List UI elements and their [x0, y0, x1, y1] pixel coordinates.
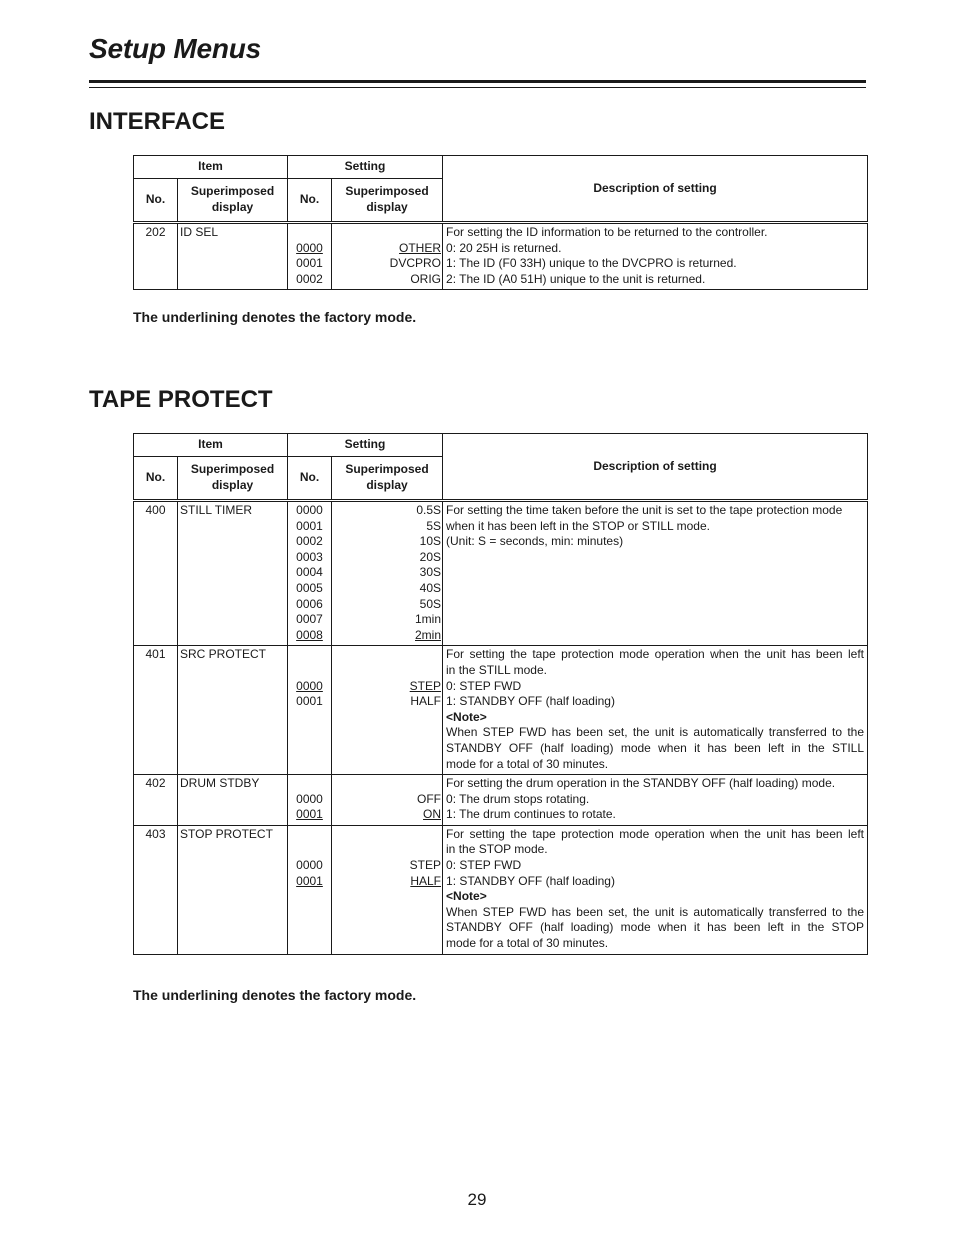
- setting-values: [332, 223, 443, 290]
- item-number: 400: [134, 501, 178, 646]
- interface-table: [133, 155, 868, 290]
- description-line: 0: The drum stops rotating.: [446, 791, 590, 806]
- description-line: For setting the drum operation in the STANDBY OFF (half loading) mode.: [446, 776, 836, 791]
- item-number: 403: [134, 825, 178, 954]
- item-number: 202: [134, 223, 178, 290]
- tape-protect-footnote: The underlining denotes the factory mode.: [133, 987, 417, 1003]
- setting-value: 20S: [419, 549, 442, 564]
- description-line: For setting the ID information to be returned to the controller.: [446, 225, 768, 239]
- description-line: 0: STEP FWD: [446, 858, 522, 873]
- setting-value: 0.5S: [416, 503, 442, 517]
- setting-values: [332, 501, 443, 646]
- header-item-display: Superimposed display: [178, 457, 288, 501]
- header-item-no: No.: [134, 179, 178, 223]
- description-line: When STEP FWD has been set, the unit is automatically transferred to the: [446, 904, 865, 919]
- setting-values: [332, 775, 443, 826]
- setting-code: [288, 647, 331, 663]
- description-line: 1: STANDBY OFF (half loading): [446, 694, 615, 709]
- setting-code: [288, 663, 331, 679]
- section-title-tape-protect: TAPE PROTECT: [89, 386, 273, 413]
- table-row: [134, 646, 868, 775]
- setting-code: 0003: [296, 549, 323, 564]
- setting-code: 0004: [296, 565, 323, 580]
- setting-value: 5S: [426, 518, 442, 533]
- item-number: 402: [134, 775, 178, 826]
- description-line: (Unit: S = seconds, min: minutes): [446, 534, 624, 549]
- header-item-no: No.: [134, 457, 178, 501]
- setting-values: [332, 646, 443, 775]
- setting-code: 0000: [296, 791, 323, 806]
- section-title-interface: INTERFACE: [89, 108, 226, 135]
- description-line: 1: The drum continues to rotate.: [446, 807, 616, 822]
- header-setting: Setting: [288, 434, 443, 457]
- setting-value: [332, 842, 441, 858]
- setting-code: [288, 842, 331, 858]
- item-display-name: STOP PROTECT: [178, 825, 288, 954]
- header-description: Description of setting: [443, 156, 868, 223]
- setting-value: 1min: [415, 612, 442, 627]
- header-setting-no: No.: [288, 457, 332, 501]
- setting-code: 0000: [296, 240, 323, 255]
- setting-values: [332, 825, 443, 954]
- note-label: <Note>: [446, 889, 487, 904]
- setting-codes: [288, 825, 332, 954]
- description-line: 0: 20 25H is returned.: [446, 240, 562, 255]
- header-setting-no: No.: [288, 179, 332, 223]
- setting-code: 0000: [296, 678, 323, 693]
- title-rule-thin: [89, 87, 866, 88]
- item-number: 401: [134, 646, 178, 775]
- page-title: Setup Menus: [89, 33, 262, 64]
- description-line: 1: The ID (F0 33H) unique to the DVCPRO is returned.: [446, 256, 737, 271]
- setting-value: 2min: [415, 627, 442, 642]
- setting-code: 0001: [296, 807, 323, 822]
- description-line: in the STILL mode.: [446, 662, 547, 677]
- header-item: Item: [134, 434, 288, 457]
- title-rule-thick: [89, 80, 866, 83]
- setting-description: [443, 775, 868, 826]
- setting-value: STEP: [409, 678, 442, 693]
- setting-code: 0008: [296, 627, 323, 642]
- setting-value: 40S: [419, 580, 442, 595]
- setting-codes: [288, 501, 332, 646]
- description-line: 2: The ID (A0 51H) unique to the unit is returned.: [446, 271, 706, 286]
- header-description: Description of setting: [443, 434, 868, 501]
- header-setting-display: Superimposed display: [332, 179, 443, 223]
- setting-code: 0007: [296, 612, 323, 627]
- setting-code: 0006: [296, 596, 323, 611]
- setting-code: [288, 827, 331, 843]
- description-line: 0: STEP FWD: [446, 678, 522, 693]
- setting-value: OTHER: [399, 240, 442, 255]
- setting-value: 10S: [419, 534, 442, 549]
- setting-code: [288, 225, 331, 241]
- setting-value: HALF: [410, 694, 442, 709]
- setting-value: 30S: [419, 565, 442, 580]
- interface-footnote: The underlining denotes the factory mode.: [133, 309, 417, 325]
- setting-value: [332, 647, 441, 663]
- setting-value: [332, 776, 441, 792]
- setting-code: 0001: [296, 873, 323, 888]
- description-line: For setting the tape protection mode operation when the unit has been left: [446, 826, 865, 841]
- setting-codes: [288, 775, 332, 826]
- setting-value: [332, 663, 441, 679]
- setting-code: 0001: [296, 518, 323, 533]
- description-line: When STEP FWD has been set, the unit is automatically transferred to the: [446, 725, 865, 740]
- setting-value: 50S: [419, 596, 442, 611]
- tape-protect-rows: [134, 501, 868, 955]
- description-line: when it has been left in the STOP or STILL mode.: [446, 518, 710, 533]
- description-line: STANDBY OFF (half loading) mode when it has been left in the STOP: [446, 920, 865, 935]
- item-display-name: STILL TIMER: [178, 501, 288, 646]
- description-line: in the STOP mode.: [446, 842, 548, 857]
- table-row: [134, 775, 868, 826]
- setting-value: STEP: [409, 858, 442, 873]
- setting-code: 0000: [296, 503, 323, 517]
- item-display-name: ID SEL: [178, 223, 288, 290]
- description-line: For setting the time taken before the unit is set to the tape protection mode: [446, 503, 843, 517]
- description-line: 1: STANDBY OFF (half loading): [446, 873, 615, 888]
- interface-rows: [134, 223, 868, 290]
- note-label: <Note>: [446, 709, 487, 724]
- item-display-name: SRC PROTECT: [178, 646, 288, 775]
- setting-value: [332, 225, 441, 241]
- setting-value: [332, 827, 441, 843]
- description-line: mode for a total of 30 minutes.: [446, 936, 609, 951]
- setting-value: OFF: [417, 791, 442, 806]
- header-setting: Setting: [288, 156, 443, 179]
- setting-codes: [288, 646, 332, 775]
- header-item-display: Superimposed display: [178, 179, 288, 223]
- item-display-name: DRUM STDBY: [178, 775, 288, 826]
- setting-code: 0001: [296, 694, 323, 709]
- description-line: STANDBY OFF (half loading) mode when it has been left in the STILL: [446, 740, 865, 755]
- header-item: Item: [134, 156, 288, 179]
- setting-codes: [288, 223, 332, 290]
- setting-code: 0000: [296, 858, 323, 873]
- setting-description: [443, 646, 868, 775]
- table-row: [134, 501, 868, 646]
- setting-value: ON: [423, 807, 442, 822]
- table-row: [134, 223, 868, 290]
- setting-code: 0001: [296, 256, 323, 271]
- table-row: [134, 825, 868, 954]
- description-line: mode for a total of 30 minutes.: [446, 756, 609, 771]
- setting-code: 0002: [296, 534, 323, 549]
- description-line: For setting the tape protection mode operation when the unit has been left: [446, 647, 865, 662]
- setting-code: 0005: [296, 580, 323, 595]
- setting-value: DVCPRO: [389, 256, 442, 271]
- setting-value: HALF: [410, 873, 442, 888]
- setting-value: ORIG: [410, 271, 442, 286]
- setting-description: [443, 501, 868, 646]
- header-setting-display: Superimposed display: [332, 457, 443, 501]
- setting-description: [443, 223, 868, 290]
- page-number: 29: [467, 1190, 487, 1209]
- setting-description: [443, 825, 868, 954]
- setting-code: 0002: [296, 271, 323, 286]
- tape-protect-table: [133, 433, 868, 955]
- setting-code: [288, 776, 331, 792]
